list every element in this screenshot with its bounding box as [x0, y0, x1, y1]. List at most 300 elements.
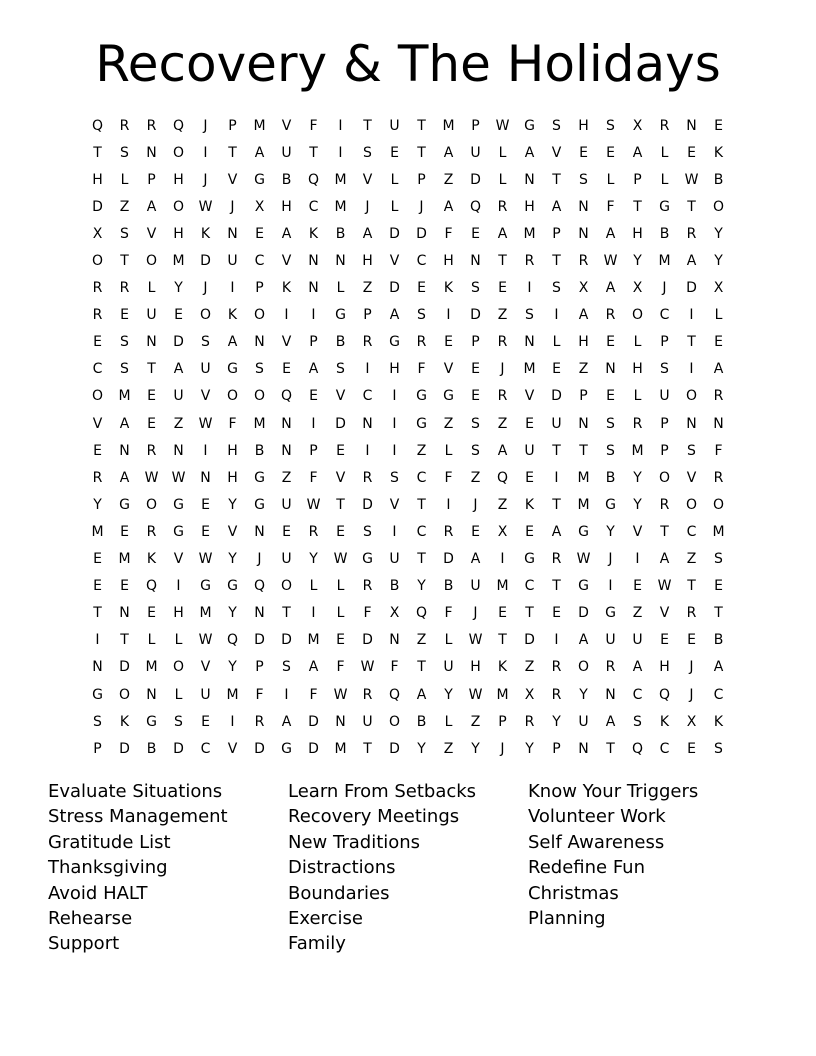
grid-letter[interactable]: B: [443, 578, 454, 595]
grid-letter[interactable]: X: [632, 117, 643, 134]
grid-letter[interactable]: U: [389, 551, 400, 568]
grid-letter[interactable]: Q: [145, 578, 158, 595]
grid-letter[interactable]: Z: [281, 469, 292, 486]
grid-letter[interactable]: E: [687, 632, 696, 649]
grid-letter[interactable]: G: [416, 388, 427, 405]
grid-letter[interactable]: Z: [524, 659, 535, 676]
grid-letter[interactable]: T: [552, 171, 561, 188]
grid-letter[interactable]: M: [118, 388, 131, 405]
grid-letter[interactable]: D: [362, 632, 373, 649]
grid-letter[interactable]: Y: [417, 578, 426, 595]
grid-letter[interactable]: O: [118, 686, 131, 703]
grid-letter[interactable]: P: [309, 442, 318, 459]
grid-letter[interactable]: M: [307, 632, 320, 649]
grid-letter[interactable]: R: [146, 442, 157, 459]
grid-letter[interactable]: S: [120, 334, 129, 351]
grid-letter[interactable]: Z: [632, 605, 643, 622]
grid-letter[interactable]: I: [230, 713, 235, 730]
grid-letter[interactable]: U: [281, 496, 292, 513]
grid-letter[interactable]: G: [605, 496, 616, 513]
grid-letter[interactable]: D: [308, 740, 319, 757]
grid-letter[interactable]: V: [227, 523, 238, 540]
grid-letter[interactable]: I: [446, 496, 451, 513]
grid-letter[interactable]: T: [363, 117, 372, 134]
grid-letter[interactable]: L: [444, 713, 453, 730]
grid-letter[interactable]: R: [497, 198, 508, 215]
grid-letter[interactable]: C: [416, 469, 427, 486]
grid-letter[interactable]: H: [470, 659, 481, 676]
grid-letter[interactable]: D: [524, 632, 535, 649]
grid-letter[interactable]: V: [524, 388, 535, 405]
grid-letter[interactable]: F: [444, 605, 453, 622]
grid-letter[interactable]: U: [227, 253, 238, 270]
grid-letter[interactable]: V: [200, 659, 211, 676]
grid-letter[interactable]: C: [362, 388, 373, 405]
grid-letter[interactable]: Q: [496, 469, 509, 486]
grid-letter[interactable]: W: [333, 686, 348, 703]
grid-letter[interactable]: C: [254, 253, 265, 270]
grid-letter[interactable]: E: [336, 632, 345, 649]
grid-letter[interactable]: E: [147, 388, 156, 405]
grid-letter[interactable]: A: [551, 198, 562, 215]
grid-letter[interactable]: M: [658, 253, 671, 270]
grid-letter[interactable]: I: [311, 415, 316, 432]
grid-letter[interactable]: R: [308, 523, 319, 540]
grid-letter[interactable]: A: [254, 144, 265, 161]
grid-letter[interactable]: O: [685, 388, 698, 405]
grid-letter[interactable]: N: [119, 442, 130, 459]
grid-letter[interactable]: V: [92, 415, 103, 432]
grid-letter[interactable]: N: [308, 280, 319, 297]
grid-letter[interactable]: D: [686, 280, 697, 297]
grid-letter[interactable]: L: [309, 578, 318, 595]
grid-letter[interactable]: L: [336, 605, 345, 622]
grid-letter[interactable]: E: [120, 523, 129, 540]
grid-letter[interactable]: N: [578, 225, 589, 242]
grid-letter[interactable]: F: [444, 225, 453, 242]
grid-letter[interactable]: S: [255, 361, 264, 378]
grid-letter[interactable]: C: [308, 198, 319, 215]
grid-letter[interactable]: Z: [119, 198, 130, 215]
grid-letter[interactable]: T: [498, 632, 507, 649]
grid-letter[interactable]: Z: [443, 415, 454, 432]
grid-letter[interactable]: N: [146, 686, 157, 703]
grid-letter[interactable]: U: [362, 713, 373, 730]
grid-letter[interactable]: A: [524, 144, 535, 161]
grid-letter[interactable]: R: [551, 551, 562, 568]
grid-letter[interactable]: Y: [93, 496, 102, 513]
grid-letter[interactable]: V: [281, 253, 292, 270]
grid-letter[interactable]: T: [417, 551, 426, 568]
grid-letter[interactable]: A: [578, 632, 589, 649]
grid-letter[interactable]: B: [605, 469, 616, 486]
grid-letter[interactable]: T: [660, 523, 669, 540]
grid-letter[interactable]: E: [525, 523, 534, 540]
grid-letter[interactable]: Y: [228, 496, 237, 513]
grid-letter[interactable]: J: [500, 361, 505, 378]
grid-letter[interactable]: R: [605, 307, 616, 324]
grid-letter[interactable]: W: [360, 659, 375, 676]
grid-letter[interactable]: I: [365, 442, 370, 459]
grid-letter[interactable]: S: [714, 551, 723, 568]
grid-letter[interactable]: N: [281, 415, 292, 432]
grid-letter[interactable]: H: [362, 253, 373, 270]
grid-letter[interactable]: Y: [714, 253, 723, 270]
grid-letter[interactable]: N: [254, 523, 265, 540]
grid-letter[interactable]: E: [687, 740, 696, 757]
grid-letter[interactable]: A: [497, 225, 508, 242]
grid-letter[interactable]: O: [226, 388, 239, 405]
grid-letter[interactable]: R: [119, 280, 130, 297]
grid-letter[interactable]: D: [389, 740, 400, 757]
grid-letter[interactable]: E: [552, 361, 561, 378]
grid-letter[interactable]: T: [687, 198, 696, 215]
grid-letter[interactable]: K: [227, 307, 238, 324]
grid-letter[interactable]: N: [227, 225, 238, 242]
grid-letter[interactable]: Z: [578, 361, 589, 378]
grid-letter[interactable]: R: [146, 523, 157, 540]
grid-letter[interactable]: I: [446, 307, 451, 324]
grid-letter[interactable]: W: [684, 171, 699, 188]
grid-letter[interactable]: N: [119, 605, 130, 622]
grid-letter[interactable]: M: [253, 415, 266, 432]
grid-letter[interactable]: C: [92, 361, 103, 378]
grid-letter[interactable]: H: [281, 198, 292, 215]
grid-letter[interactable]: U: [551, 415, 562, 432]
grid-letter[interactable]: E: [93, 334, 102, 351]
grid-letter[interactable]: D: [578, 605, 589, 622]
grid-letter[interactable]: M: [442, 117, 455, 134]
grid-letter[interactable]: Z: [362, 280, 373, 297]
grid-letter[interactable]: T: [417, 659, 426, 676]
grid-letter[interactable]: N: [335, 713, 346, 730]
grid-letter[interactable]: W: [468, 686, 483, 703]
grid-letter[interactable]: I: [689, 361, 694, 378]
grid-letter[interactable]: Y: [579, 686, 588, 703]
grid-letter[interactable]: R: [92, 307, 103, 324]
grid-letter[interactable]: B: [146, 740, 157, 757]
grid-letter[interactable]: E: [525, 415, 534, 432]
grid-letter[interactable]: J: [365, 198, 370, 215]
grid-letter[interactable]: L: [660, 171, 669, 188]
grid-letter[interactable]: Y: [525, 740, 534, 757]
grid-letter[interactable]: N: [605, 686, 616, 703]
grid-letter[interactable]: F: [309, 686, 318, 703]
grid-letter[interactable]: Q: [631, 740, 644, 757]
grid-letter[interactable]: T: [417, 117, 426, 134]
grid-letter[interactable]: D: [173, 334, 184, 351]
grid-letter[interactable]: L: [498, 144, 507, 161]
grid-letter[interactable]: U: [659, 388, 670, 405]
grid-letter[interactable]: J: [230, 198, 235, 215]
grid-letter[interactable]: L: [390, 171, 399, 188]
grid-letter[interactable]: W: [144, 469, 159, 486]
grid-letter[interactable]: P: [633, 171, 642, 188]
grid-letter[interactable]: O: [172, 198, 185, 215]
grid-letter[interactable]: N: [254, 605, 265, 622]
grid-letter[interactable]: S: [606, 415, 615, 432]
grid-letter[interactable]: E: [444, 334, 453, 351]
grid-letter[interactable]: J: [203, 117, 208, 134]
grid-letter[interactable]: G: [659, 198, 670, 215]
grid-letter[interactable]: Q: [226, 632, 239, 649]
grid-letter[interactable]: G: [92, 686, 103, 703]
grid-letter[interactable]: G: [578, 523, 589, 540]
grid-letter[interactable]: G: [254, 469, 265, 486]
grid-letter[interactable]: E: [201, 496, 210, 513]
grid-letter[interactable]: N: [335, 253, 346, 270]
grid-letter[interactable]: S: [201, 334, 210, 351]
grid-letter[interactable]: D: [119, 659, 130, 676]
grid-letter[interactable]: S: [120, 225, 129, 242]
grid-letter[interactable]: A: [362, 225, 373, 242]
grid-letter[interactable]: L: [147, 632, 156, 649]
grid-letter[interactable]: G: [146, 713, 157, 730]
grid-letter[interactable]: N: [308, 253, 319, 270]
grid-letter[interactable]: D: [254, 632, 265, 649]
grid-letter[interactable]: N: [362, 415, 373, 432]
grid-letter[interactable]: D: [416, 225, 427, 242]
grid-letter[interactable]: P: [228, 117, 237, 134]
grid-letter[interactable]: A: [632, 659, 643, 676]
grid-letter[interactable]: X: [713, 280, 724, 297]
grid-letter[interactable]: C: [416, 253, 427, 270]
grid-letter[interactable]: W: [198, 198, 213, 215]
grid-letter[interactable]: K: [146, 551, 157, 568]
grid-letter[interactable]: S: [471, 280, 480, 297]
grid-letter[interactable]: K: [659, 713, 670, 730]
grid-letter[interactable]: X: [686, 713, 697, 730]
grid-letter[interactable]: D: [470, 171, 481, 188]
grid-letter[interactable]: S: [120, 361, 129, 378]
grid-letter[interactable]: T: [552, 442, 561, 459]
grid-letter[interactable]: F: [255, 686, 264, 703]
grid-letter[interactable]: G: [281, 740, 292, 757]
grid-letter[interactable]: L: [552, 334, 561, 351]
grid-letter[interactable]: O: [280, 578, 293, 595]
grid-letter[interactable]: S: [363, 523, 372, 540]
grid-letter[interactable]: R: [686, 225, 697, 242]
grid-letter[interactable]: R: [146, 117, 157, 134]
grid-letter[interactable]: B: [416, 713, 427, 730]
grid-letter[interactable]: A: [443, 198, 454, 215]
grid-letter[interactable]: D: [551, 388, 562, 405]
grid-letter[interactable]: A: [416, 686, 427, 703]
grid-letter[interactable]: N: [578, 198, 589, 215]
grid-letter[interactable]: N: [686, 415, 697, 432]
grid-letter[interactable]: K: [497, 659, 508, 676]
grid-letter[interactable]: V: [389, 253, 400, 270]
grid-letter[interactable]: S: [120, 144, 129, 161]
grid-letter[interactable]: W: [198, 415, 213, 432]
grid-letter[interactable]: P: [660, 334, 669, 351]
grid-letter[interactable]: I: [203, 144, 208, 161]
grid-letter[interactable]: A: [146, 198, 157, 215]
grid-letter[interactable]: A: [497, 442, 508, 459]
grid-letter[interactable]: E: [282, 361, 291, 378]
grid-letter[interactable]: B: [335, 225, 346, 242]
grid-letter[interactable]: H: [173, 225, 184, 242]
grid-letter[interactable]: Z: [416, 632, 427, 649]
grid-letter[interactable]: T: [498, 253, 507, 270]
grid-letter[interactable]: I: [392, 442, 397, 459]
grid-letter[interactable]: G: [605, 605, 616, 622]
grid-letter[interactable]: S: [390, 469, 399, 486]
grid-letter[interactable]: Q: [415, 605, 428, 622]
grid-letter[interactable]: H: [173, 605, 184, 622]
grid-letter[interactable]: P: [660, 415, 669, 432]
grid-letter[interactable]: R: [524, 253, 535, 270]
grid-letter[interactable]: Z: [470, 713, 481, 730]
grid-letter[interactable]: W: [171, 469, 186, 486]
grid-letter[interactable]: T: [417, 496, 426, 513]
grid-letter[interactable]: T: [552, 253, 561, 270]
grid-letter[interactable]: G: [200, 578, 211, 595]
grid-letter[interactable]: R: [92, 469, 103, 486]
grid-letter[interactable]: Z: [686, 551, 697, 568]
grid-letter[interactable]: U: [470, 578, 481, 595]
grid-letter[interactable]: G: [578, 578, 589, 595]
grid-letter[interactable]: E: [174, 307, 183, 324]
grid-letter[interactable]: Q: [388, 686, 401, 703]
grid-letter[interactable]: I: [338, 117, 343, 134]
grid-letter[interactable]: H: [524, 198, 535, 215]
grid-letter[interactable]: J: [689, 659, 694, 676]
grid-letter[interactable]: A: [389, 307, 400, 324]
grid-letter[interactable]: C: [686, 523, 697, 540]
grid-letter[interactable]: X: [632, 280, 643, 297]
grid-letter[interactable]: L: [174, 686, 183, 703]
grid-letter[interactable]: T: [606, 740, 615, 757]
grid-letter[interactable]: Y: [309, 551, 318, 568]
grid-letter[interactable]: S: [174, 713, 183, 730]
grid-letter[interactable]: R: [524, 713, 535, 730]
grid-letter[interactable]: V: [200, 388, 211, 405]
grid-letter[interactable]: R: [659, 117, 670, 134]
grid-letter[interactable]: N: [281, 442, 292, 459]
grid-letter[interactable]: I: [311, 307, 316, 324]
grid-letter[interactable]: S: [525, 307, 534, 324]
grid-letter[interactable]: E: [309, 388, 318, 405]
grid-letter[interactable]: Z: [173, 415, 184, 432]
grid-letter[interactable]: P: [255, 280, 264, 297]
grid-letter[interactable]: T: [687, 578, 696, 595]
grid-letter[interactable]: S: [606, 117, 615, 134]
grid-letter[interactable]: B: [335, 334, 346, 351]
grid-letter[interactable]: N: [254, 334, 265, 351]
grid-letter[interactable]: V: [335, 388, 346, 405]
grid-letter[interactable]: K: [281, 280, 292, 297]
grid-letter[interactable]: D: [281, 632, 292, 649]
grid-letter[interactable]: L: [336, 280, 345, 297]
grid-letter[interactable]: L: [336, 578, 345, 595]
grid-letter[interactable]: R: [713, 469, 724, 486]
grid-letter[interactable]: A: [281, 713, 292, 730]
grid-letter[interactable]: U: [470, 144, 481, 161]
grid-letter[interactable]: W: [306, 496, 321, 513]
grid-letter[interactable]: R: [605, 659, 616, 676]
grid-letter[interactable]: A: [281, 225, 292, 242]
grid-letter[interactable]: J: [473, 605, 478, 622]
grid-letter[interactable]: V: [632, 523, 643, 540]
grid-letter[interactable]: E: [255, 225, 264, 242]
grid-letter[interactable]: E: [390, 144, 399, 161]
grid-letter[interactable]: D: [92, 198, 103, 215]
grid-letter[interactable]: A: [308, 361, 319, 378]
grid-letter[interactable]: D: [119, 740, 130, 757]
grid-letter[interactable]: Q: [658, 686, 671, 703]
grid-letter[interactable]: L: [633, 388, 642, 405]
grid-letter[interactable]: J: [608, 551, 613, 568]
grid-letter[interactable]: I: [203, 442, 208, 459]
grid-letter[interactable]: N: [578, 415, 589, 432]
grid-letter[interactable]: E: [471, 523, 480, 540]
grid-letter[interactable]: E: [93, 551, 102, 568]
grid-letter[interactable]: B: [713, 632, 724, 649]
grid-letter[interactable]: R: [443, 523, 454, 540]
grid-letter[interactable]: K: [713, 713, 724, 730]
grid-letter[interactable]: T: [552, 496, 561, 513]
grid-letter[interactable]: I: [392, 523, 397, 540]
grid-letter[interactable]: P: [579, 388, 588, 405]
grid-letter[interactable]: R: [551, 659, 562, 676]
grid-letter[interactable]: H: [227, 442, 238, 459]
grid-letter[interactable]: P: [417, 171, 426, 188]
grid-letter[interactable]: E: [687, 144, 696, 161]
grid-letter[interactable]: I: [95, 632, 100, 649]
grid-letter[interactable]: F: [606, 198, 615, 215]
grid-letter[interactable]: I: [284, 686, 289, 703]
grid-letter[interactable]: U: [389, 117, 400, 134]
grid-letter[interactable]: I: [338, 144, 343, 161]
grid-letter[interactable]: V: [659, 605, 670, 622]
grid-letter[interactable]: T: [417, 144, 426, 161]
grid-letter[interactable]: H: [578, 334, 589, 351]
grid-letter[interactable]: E: [120, 307, 129, 324]
grid-letter[interactable]: O: [631, 307, 644, 324]
grid-letter[interactable]: B: [389, 578, 400, 595]
grid-letter[interactable]: T: [579, 442, 588, 459]
grid-letter[interactable]: Z: [497, 496, 508, 513]
grid-letter[interactable]: T: [120, 632, 129, 649]
grid-letter[interactable]: A: [605, 280, 616, 297]
grid-letter[interactable]: P: [471, 117, 480, 134]
grid-letter[interactable]: B: [659, 225, 670, 242]
grid-letter[interactable]: O: [172, 659, 185, 676]
grid-letter[interactable]: M: [577, 496, 590, 513]
grid-letter[interactable]: I: [284, 307, 289, 324]
grid-letter[interactable]: I: [608, 578, 613, 595]
grid-letter[interactable]: T: [363, 740, 372, 757]
grid-letter[interactable]: H: [443, 253, 454, 270]
grid-letter[interactable]: M: [523, 361, 536, 378]
grid-letter[interactable]: R: [686, 605, 697, 622]
grid-letter[interactable]: L: [120, 171, 129, 188]
grid-letter[interactable]: P: [660, 442, 669, 459]
grid-letter[interactable]: K: [200, 225, 211, 242]
grid-letter[interactable]: A: [605, 713, 616, 730]
grid-letter[interactable]: S: [606, 442, 615, 459]
grid-letter[interactable]: E: [147, 415, 156, 432]
grid-letter[interactable]: C: [416, 523, 427, 540]
grid-letter[interactable]: U: [200, 686, 211, 703]
grid-letter[interactable]: J: [689, 686, 694, 703]
grid-letter[interactable]: H: [173, 171, 184, 188]
grid-letter[interactable]: O: [145, 496, 158, 513]
grid-letter[interactable]: M: [91, 523, 104, 540]
grid-letter[interactable]: V: [686, 469, 697, 486]
grid-letter[interactable]: G: [227, 578, 238, 595]
